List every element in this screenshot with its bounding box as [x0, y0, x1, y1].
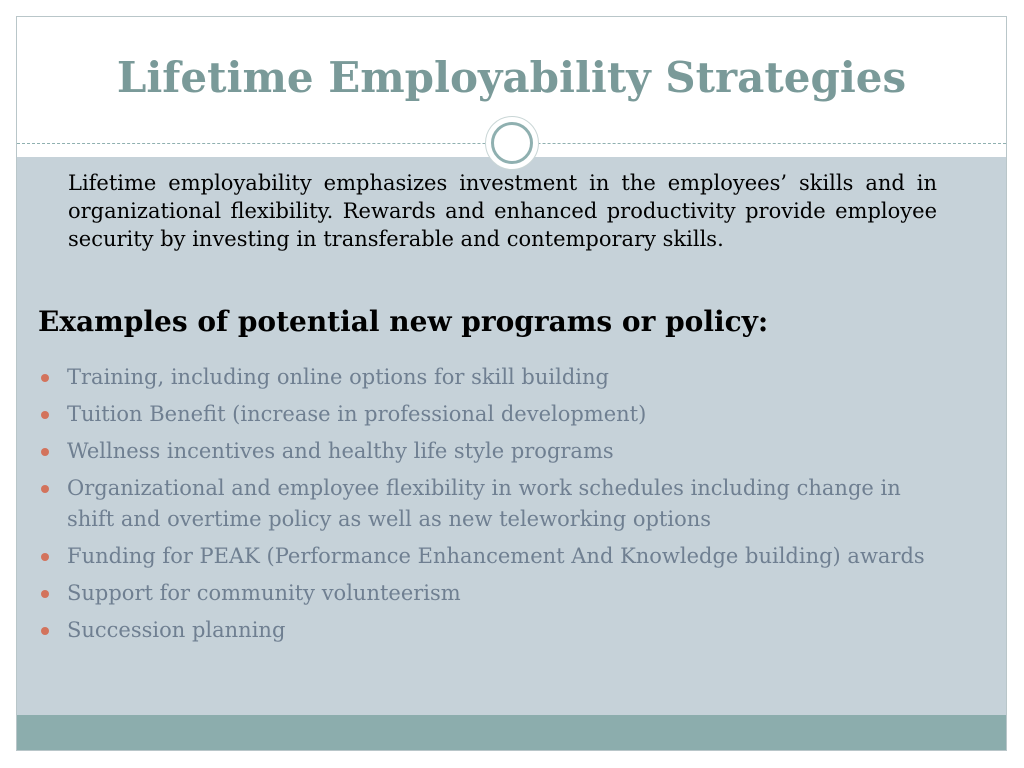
bullet-list — [36, 362, 936, 652]
bullet-dot-icon — [41, 448, 49, 456]
bullet-item-training — [36, 362, 936, 393]
bullet-dot-icon — [41, 485, 49, 493]
bullet-item-peak-funding — [36, 541, 936, 572]
bullet-text: Succession planning — [67, 618, 286, 642]
bullet-dot-icon — [41, 374, 49, 382]
circle-ornament-inner — [491, 122, 533, 164]
bullet-text: Tuition Benefit (increase in professional development) — [67, 402, 647, 426]
bullet-text: Funding for PEAK (Performance Enhancement And Knowledge building) awards — [67, 544, 925, 568]
bullet-text: Training, including online options for skill building — [67, 365, 609, 389]
bullet-item-flexibility — [36, 473, 936, 535]
bullet-text: Organizational and employee flexibility in work schedules including change in shift and overtime policy as well as new teleworking options — [67, 476, 901, 531]
bullet-item-succession — [36, 615, 936, 646]
bullet-item-tuition — [36, 399, 936, 430]
circle-ornament-icon — [485, 116, 539, 170]
intro-paragraph: Lifetime employability emphasizes investment in the employees’ skills and in organizational flexibility. Rewards and enhanced productivity provide employee security by investing in transferable and contemporary skills. — [68, 171, 937, 251]
bullet-dot-icon — [41, 553, 49, 561]
bullet-item-volunteerism — [36, 578, 936, 609]
bullet-text: Wellness incentives and healthy life style programs — [67, 439, 614, 463]
bullet-text: Support for community volunteerism — [67, 581, 461, 605]
footer-band — [17, 715, 1006, 751]
bullet-item-wellness — [36, 436, 936, 467]
section-heading: Examples of potential new programs or policy: — [38, 305, 769, 338]
slide-title: Lifetime Employability Strategies — [116, 53, 907, 102]
bullet-dot-icon — [41, 590, 49, 598]
bullet-dot-icon — [41, 627, 49, 635]
bullet-dot-icon — [41, 411, 49, 419]
